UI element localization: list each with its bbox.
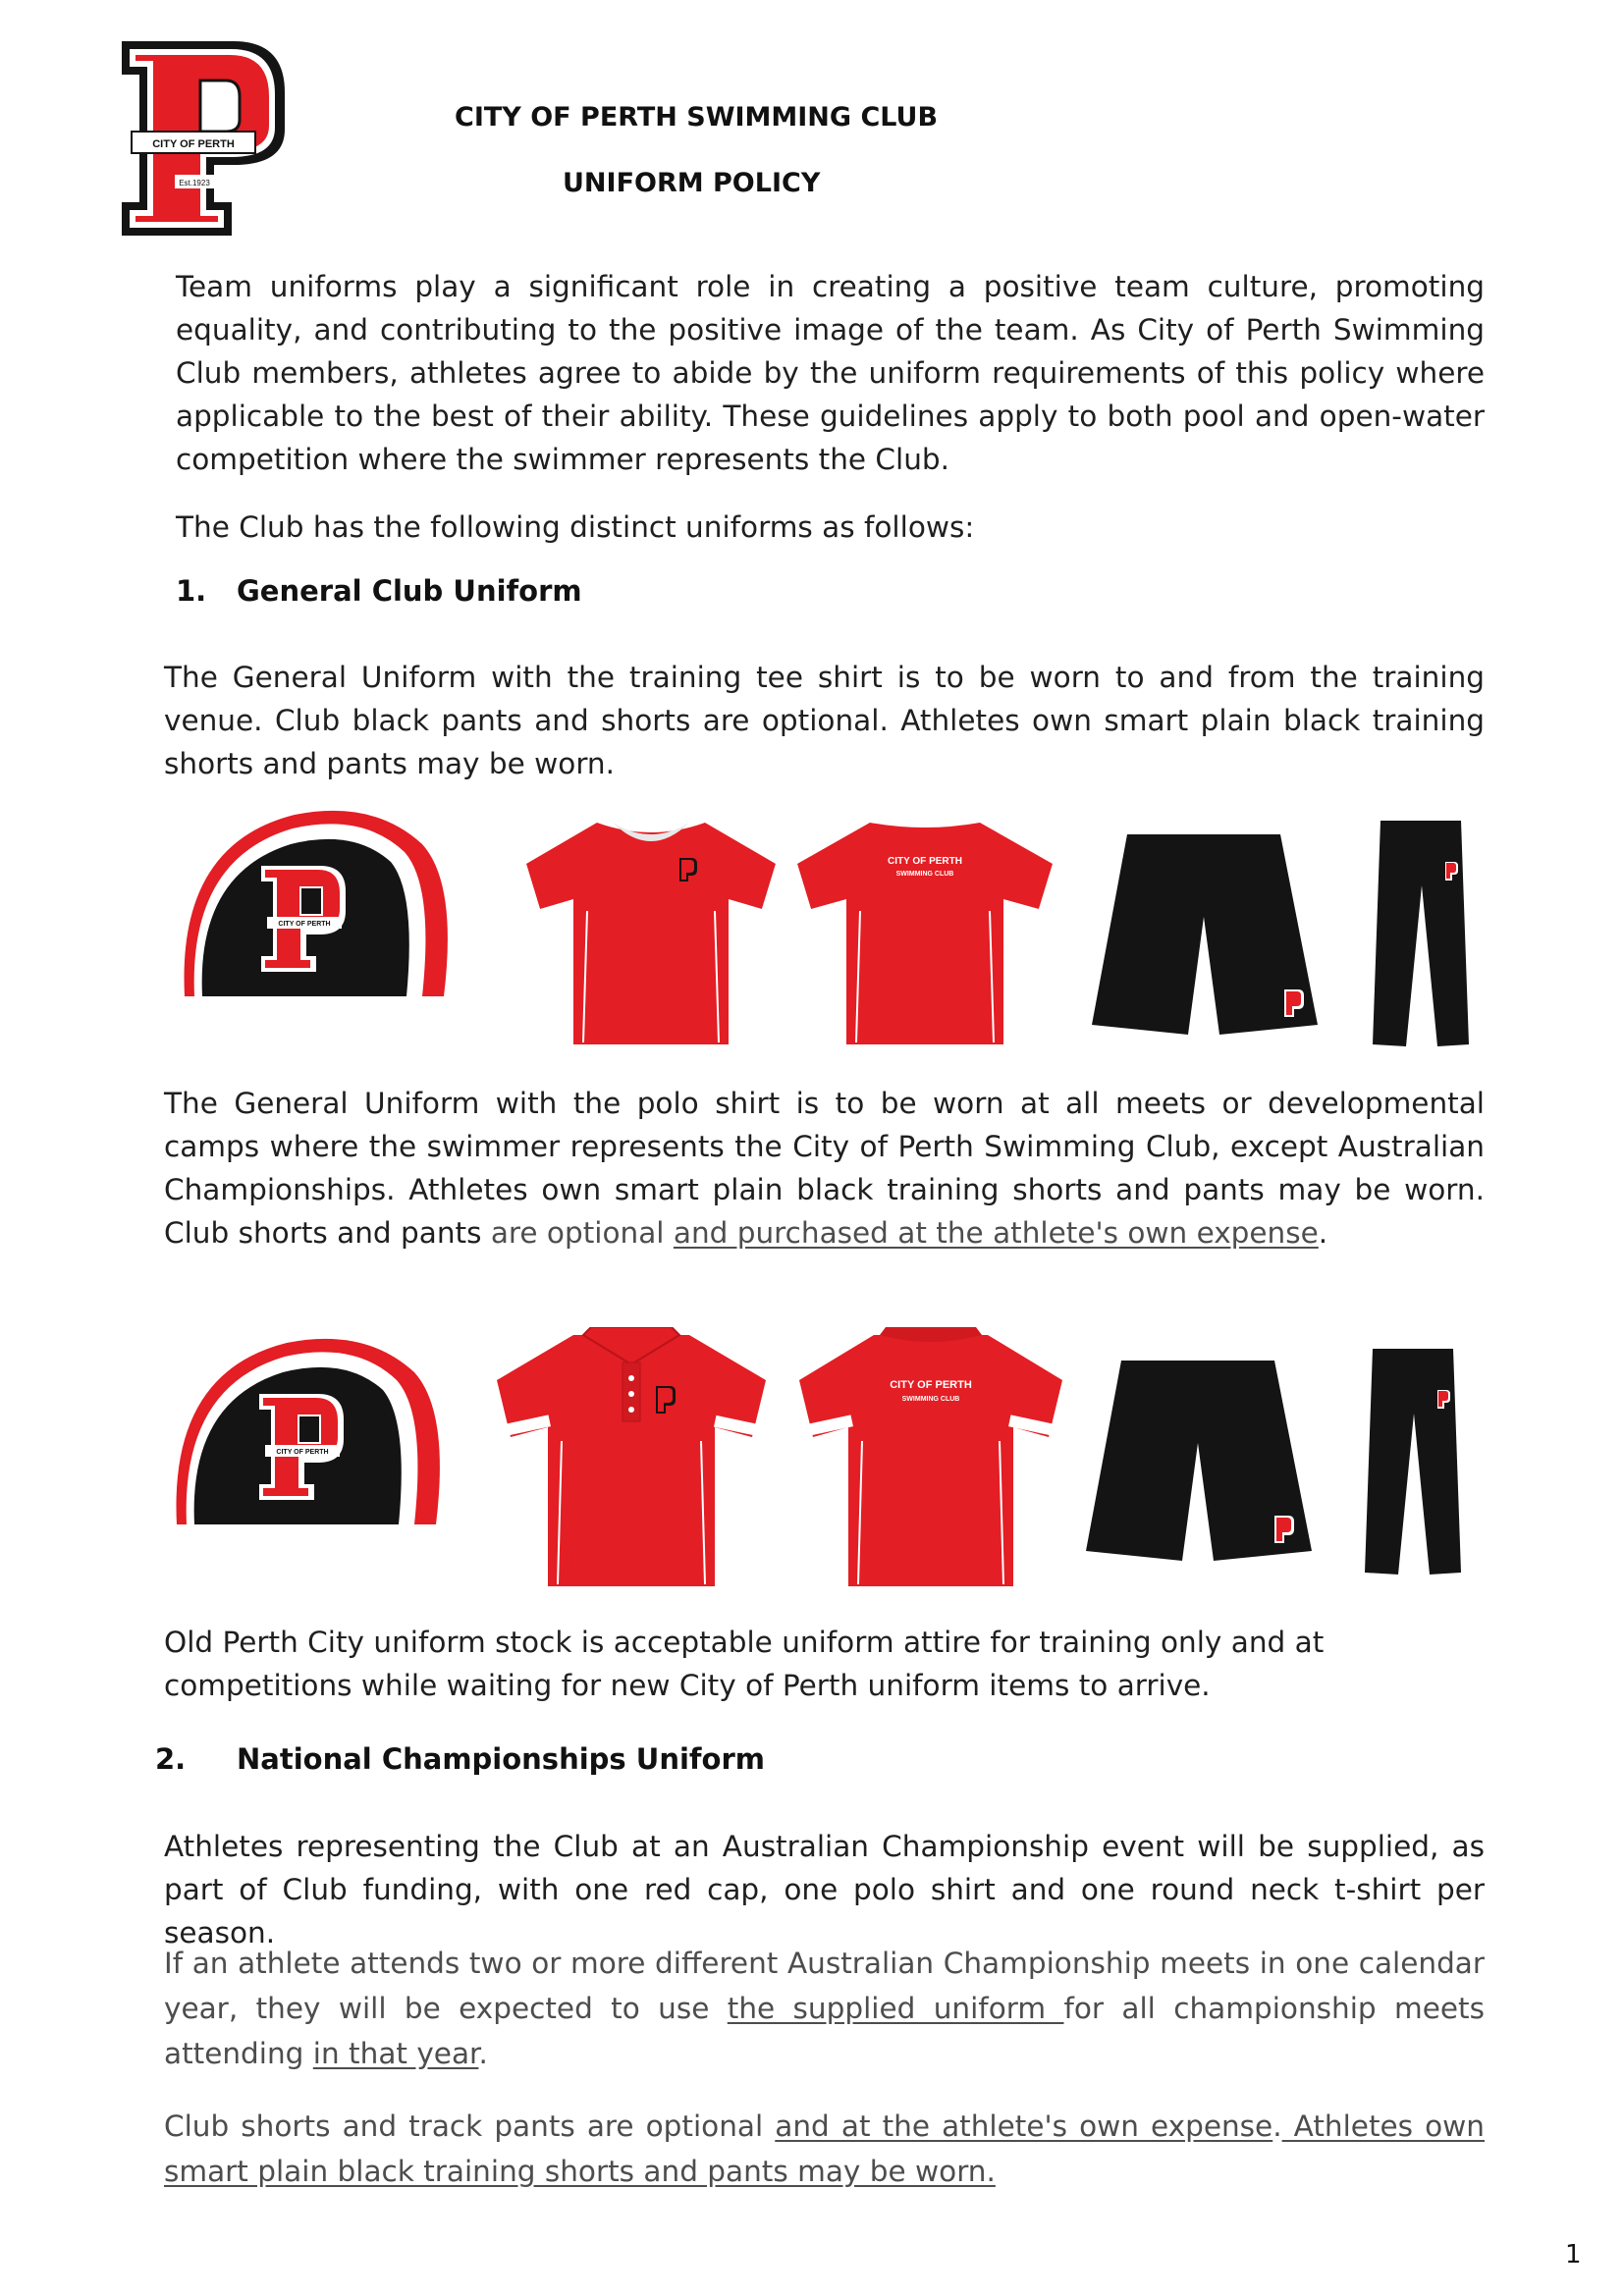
p2-text: The General Uniform with the polo shirt is to be worn at all meets or developmental camps where the swimmer represents the City of Perth Swimming Club, except Australian Championships. Athletes own smart plain black training shorts and pants may be worn. Club shorts and pants bbox=[164, 1087, 1485, 1250]
tee-back-text-2: SWIMMING CLUB bbox=[895, 871, 954, 878]
page-number: 1 bbox=[1565, 2240, 1582, 2269]
intro-paragraph: Team uniforms play a significant role in creating a positive team culture, promoting equality, and contributing to the positive image of the team. As City of Perth Swimming Club members, athletes agree to abide by the uniform requirements of this policy where applicable to the best of their ability. These guidelines apply to both pool and open-water competition where the swimmer represents the Club. bbox=[176, 270, 1485, 476]
section-2-paragraph-1: Athletes representing the Club at an Australian Championship event will be supplied, as part of Club funding, with one red cap, one polo shirt and one round neck t-shirt per season. bbox=[164, 1830, 1485, 1949]
section-1-paragraph-2 bbox=[164, 1082, 1485, 1255]
club-shorts-image-2 bbox=[1082, 1359, 1318, 1565]
section-2-title: National Championships Uniform bbox=[237, 1742, 765, 1776]
training-tee-front-image bbox=[518, 817, 784, 1048]
polo-front-image bbox=[489, 1327, 774, 1592]
s2p2-a: If an athlete attends two or more different Australian Championship meets in one calendar year, they will be expected to use bbox=[164, 1947, 1485, 2025]
cap-logo-text-2: CITY OF PERTH bbox=[276, 1449, 329, 1456]
logo-text: CITY OF PERTH bbox=[152, 138, 235, 150]
section-1-paragraph-1: The General Uniform with the training tee shirt is to be worn to and from the training venue. Club black pants and shorts are optional. Athletes own smart plain black training shorts and pants may be worn. bbox=[164, 661, 1485, 780]
s2p2-c: . bbox=[478, 2037, 488, 2070]
section-1-paragraph-3: Old Perth City uniform stock is acceptable uniform attire for training only and at competitions while waiting for new City of Perth uniform items to arrive. bbox=[164, 1626, 1325, 1702]
s2p2-b: for all championship meets attending bbox=[164, 1992, 1485, 2070]
swim-cap-image bbox=[177, 805, 452, 1001]
page-subtitle: UNIFORM POLICY bbox=[563, 168, 821, 198]
club-shorts-image bbox=[1088, 832, 1324, 1039]
s2p3-b: . bbox=[1272, 2109, 1282, 2143]
intro-paragraph-2: The Club has the following distinct uniforms as follows: bbox=[176, 510, 975, 544]
track-pants-image bbox=[1367, 817, 1477, 1056]
track-pants-image-2 bbox=[1359, 1345, 1469, 1584]
polo-back-image bbox=[791, 1327, 1070, 1592]
section-2-number: 2. bbox=[155, 1742, 187, 1776]
page-title: CITY OF PERTH SWIMMING CLUB bbox=[455, 102, 939, 133]
section-2-paragraph-3 bbox=[164, 2104, 1485, 2194]
section-2-paragraph-2 bbox=[164, 1941, 1485, 2076]
training-tee-back-image bbox=[789, 817, 1060, 1048]
cap-logo-text: CITY OF PERTH bbox=[278, 921, 331, 928]
p2-grey-text: are optional bbox=[490, 1216, 674, 1250]
p2-underlined-text: and purchased at the athlete's own expense bbox=[673, 1216, 1319, 1250]
logo-est: Est.1923 bbox=[179, 179, 210, 187]
p2-end: . bbox=[1318, 1216, 1328, 1250]
club-p-logo-icon bbox=[118, 37, 290, 240]
polo-back-text-1: CITY OF PERTH bbox=[890, 1379, 972, 1391]
s2p3-underline-1: and at the athlete's own expense bbox=[775, 2109, 1273, 2143]
section-1-number: 1. bbox=[176, 574, 207, 608]
s2p2-underline-2: in that year bbox=[312, 2037, 479, 2070]
swim-cap-image-2 bbox=[169, 1333, 444, 1529]
s2p3-a: Club shorts and track pants are optional bbox=[164, 2109, 776, 2143]
s2p3-underline-2: Athletes own smart plain black training shorts and pants may be worn. bbox=[164, 2109, 1485, 2188]
tee-back-text-1: CITY OF PERTH bbox=[888, 856, 962, 867]
section-1-title: General Club Uniform bbox=[237, 574, 582, 608]
club-logo bbox=[118, 37, 290, 240]
polo-back-text-2: SWIMMING CLUB bbox=[901, 1396, 960, 1403]
s2p2-underline-1: the supplied uniform bbox=[727, 1992, 1064, 2025]
